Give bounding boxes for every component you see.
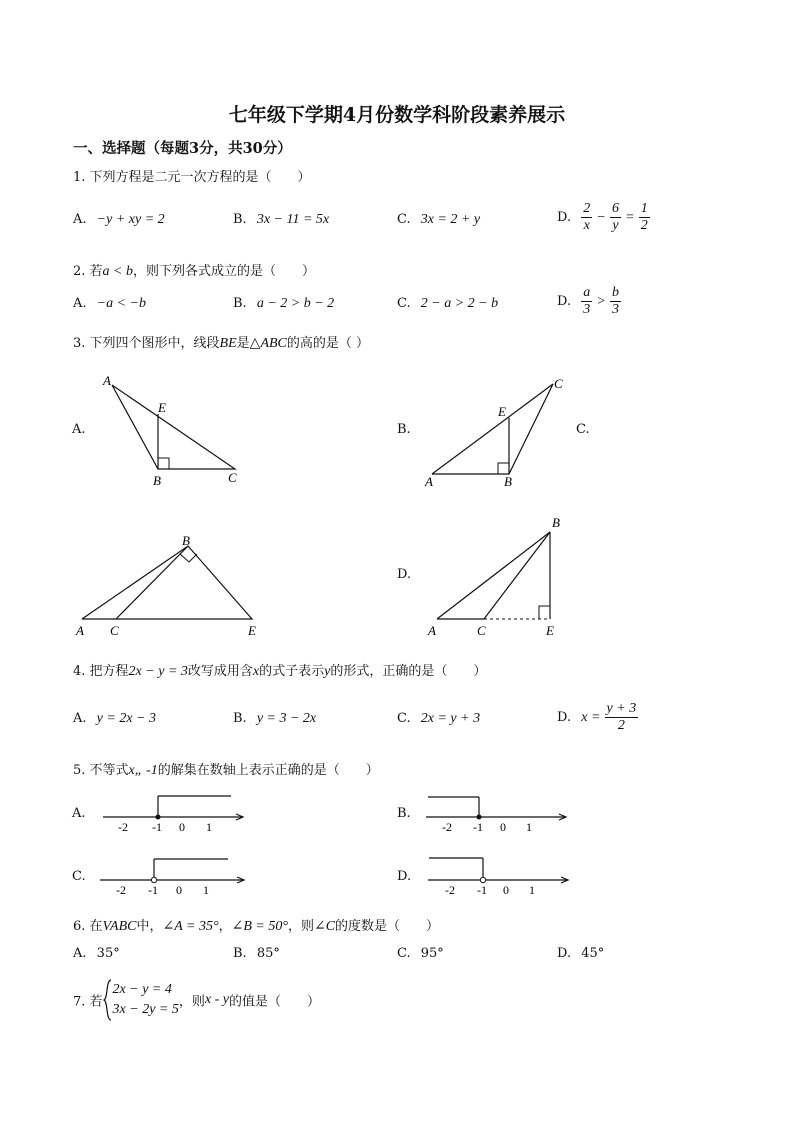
option-expression: −y + xy = 2 xyxy=(96,212,165,227)
option-expression: 3x − 11 = 5x xyxy=(256,212,330,227)
q6-option-a[interactable] xyxy=(73,946,120,961)
option-expression: 85° xyxy=(256,946,280,961)
option-letter: C. xyxy=(397,296,411,311)
option-letter: C. xyxy=(397,946,411,961)
svg-text:0: 0 xyxy=(500,820,506,834)
q2-option-a[interactable] xyxy=(73,296,146,312)
svg-text:-2: -2 xyxy=(118,820,128,834)
q3-figure-c xyxy=(72,530,272,640)
svg-text:-2: -2 xyxy=(442,820,452,834)
label-c: C xyxy=(228,470,237,485)
option-letter: B. xyxy=(233,212,247,227)
q1-option-d[interactable] xyxy=(557,201,650,234)
equation-2: 3x − 2y = 5 xyxy=(112,1002,179,1017)
q3-option-b-letter[interactable]: B. xyxy=(397,422,411,437)
option-expression: 3x = 2 + y xyxy=(420,212,481,227)
q3-figure-b xyxy=(420,372,580,488)
question-6-stem: 6. 在VABC中，∠A = 35°，∠B = 50°，则∠C的度数是（ ） xyxy=(73,919,440,934)
option-expression: 95° xyxy=(420,946,444,961)
q2-option-d[interactable] xyxy=(557,285,621,318)
svg-text:-1: -1 xyxy=(473,820,483,834)
question-1-stem: 1. 下列方程是二元一次方程的是（ ） xyxy=(73,170,311,185)
fraction: $\frac{2}{x}$ xyxy=(583,201,591,233)
section-heading: 一、选择题（每题3分，共30分） xyxy=(73,140,292,157)
label-a: A xyxy=(428,623,436,638)
q3-option-a-letter[interactable]: A. xyxy=(72,422,86,437)
label-e: E xyxy=(248,623,256,638)
option-letter: A. xyxy=(73,296,87,311)
label-e: E xyxy=(498,404,506,419)
svg-text:0: 0 xyxy=(179,820,185,834)
svg-text:1: 1 xyxy=(526,820,532,834)
q2-option-c[interactable] xyxy=(397,296,498,312)
question-7-stem: 7. 若 2x − y = 4 3x − 2y = 5 ，则x - y的值是（ ） xyxy=(73,978,320,1022)
option-letter: B. xyxy=(233,296,247,311)
label-a: A xyxy=(103,373,111,388)
option-letter: D. xyxy=(557,294,572,309)
q6-option-d[interactable] xyxy=(557,946,604,961)
svg-text:-1: -1 xyxy=(152,820,162,834)
equation-1: 2x − y = 4 xyxy=(112,982,172,997)
q1-option-b[interactable] xyxy=(233,212,329,228)
q2-option-b[interactable] xyxy=(233,296,334,312)
q6-option-b[interactable] xyxy=(233,946,280,961)
option-expression: y = 2x − 3 xyxy=(96,711,156,726)
q5-number-line-b xyxy=(423,790,573,835)
svg-text:-2: -2 xyxy=(116,883,126,897)
q1-option-a[interactable] xyxy=(73,212,165,228)
q6-option-c[interactable] xyxy=(397,946,444,961)
page-title: 七年级下学期4月份数学科阶段素养展示 xyxy=(228,104,566,126)
q3-figure-d xyxy=(425,514,575,640)
q5-option-c-letter[interactable]: C. xyxy=(72,869,86,884)
option-letter: C. xyxy=(397,711,411,726)
option-expression: a − 2 > b − 2 xyxy=(256,296,335,311)
q4-option-b[interactable] xyxy=(233,711,316,727)
svg-text:1: 1 xyxy=(203,883,209,897)
svg-text:-1: -1 xyxy=(148,883,158,897)
label-a: A xyxy=(76,623,84,638)
option-letter: C. xyxy=(397,212,411,227)
label-e: E xyxy=(158,400,166,415)
option-letter: D. xyxy=(557,210,572,225)
svg-text:-2: -2 xyxy=(445,883,455,897)
fraction: $\frac{a}{3}$ xyxy=(583,285,591,317)
label-b: B xyxy=(504,474,512,488)
label-c: C xyxy=(110,623,119,638)
q5-option-b-letter[interactable]: B. xyxy=(397,806,411,821)
q5-option-d-letter[interactable]: D. xyxy=(397,869,412,884)
label-c: C xyxy=(554,376,563,391)
q4-option-a[interactable] xyxy=(73,711,156,727)
option-expression: y = 3 − 2x xyxy=(256,711,317,726)
option-letter: B. xyxy=(233,711,247,726)
q4-option-d[interactable] xyxy=(557,701,638,734)
question-2-stem: 2. 若a < b，则下列各式成立的是（ ） xyxy=(73,264,316,279)
q5-number-line-a xyxy=(100,790,250,835)
option-letter: B. xyxy=(233,946,247,961)
q3-option-c-letter[interactable]: C. xyxy=(576,422,590,437)
equation-system xyxy=(103,978,179,1022)
option-expression: 2 − a > 2 − b xyxy=(420,296,499,311)
option-expression: −a < −b xyxy=(96,296,147,311)
option-letter: A. xyxy=(73,212,87,227)
label-b: B xyxy=(153,473,161,488)
q1-option-c[interactable] xyxy=(397,212,480,228)
q5-option-a-letter[interactable]: A. xyxy=(72,806,86,821)
operator: − xyxy=(596,210,606,225)
fraction: $\frac{y + 3}{2}$ xyxy=(606,701,637,733)
svg-text:1: 1 xyxy=(529,883,535,897)
question-3-stem: 3. 下列四个图形中，线段BE是△ABC的高的是（ ） xyxy=(73,336,370,351)
question-4-stem: 4. 把方程2x − y = 3改写成用含x的式子表示y的形式，正确的是（ ） xyxy=(73,664,487,679)
fraction: $\frac{b}{3}$ xyxy=(611,285,619,317)
option-letter: A. xyxy=(73,946,87,961)
fraction: $\frac{1}{2}$ xyxy=(640,201,648,233)
q4-option-c[interactable] xyxy=(397,711,480,727)
operator: > xyxy=(596,294,606,309)
svg-text:0: 0 xyxy=(176,883,182,897)
label-c: C xyxy=(477,623,486,638)
option-letter: A. xyxy=(73,711,87,726)
q3-figure-a xyxy=(95,372,255,488)
label-a: A xyxy=(425,474,433,488)
label-b: B xyxy=(182,533,190,548)
option-expression: x = xyxy=(581,710,601,725)
operator: = xyxy=(625,210,635,225)
option-expression: 2x = y + 3 xyxy=(420,711,481,726)
q5-number-line-d xyxy=(425,853,575,898)
question-5-stem: 5. 不等式x„ -1的解集在数轴上表示正确的是（ ） xyxy=(73,763,379,778)
left-brace-icon xyxy=(103,978,113,1022)
svg-text:1: 1 xyxy=(206,820,212,834)
option-letter: D. xyxy=(557,946,572,961)
svg-text:-1: -1 xyxy=(477,883,487,897)
svg-text:0: 0 xyxy=(503,883,509,897)
option-letter: D. xyxy=(557,710,572,725)
fraction: $\frac{6}{y}$ xyxy=(611,201,619,233)
q5-number-line-c xyxy=(97,853,247,898)
q3-option-d-letter[interactable]: D. xyxy=(397,567,412,582)
option-expression: 35° xyxy=(96,946,120,961)
label-e: E xyxy=(546,623,554,638)
option-expression: 45° xyxy=(581,946,605,961)
label-b: B xyxy=(552,515,560,530)
